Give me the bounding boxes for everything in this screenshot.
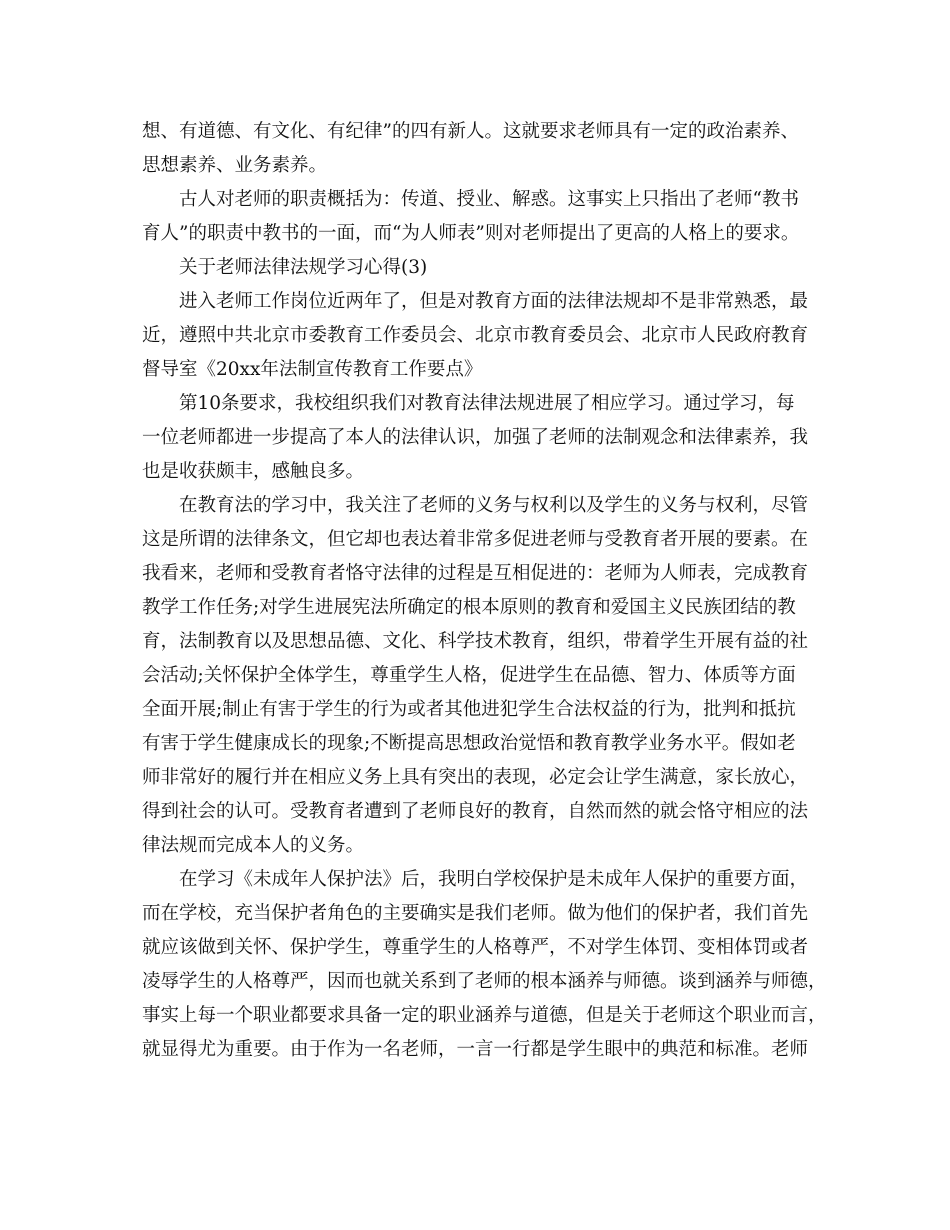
paragraph-first-line: 在教育法的学习中，我关注了老师的义务与权利以及学生的义务与权利，尽管	[179, 495, 809, 516]
text-line: 这是所谓的法律条文，但它却也表达着非常多促进老师与受教育者开展的要素。在	[142, 529, 809, 550]
paragraph-first-line: 关于老师法律法规学习心得(3)	[179, 257, 428, 278]
text-line: 育，法制教育以及思想品德、文化、科学技术教育，组织，带着学生开展有益的社	[142, 631, 809, 652]
text-line: 凌辱学生的人格尊严，因而也就关系到了老师的根本涵养与师德。谈到涵养与师德，	[142, 971, 827, 992]
text-line: 思想素养、业务素养。	[142, 155, 328, 176]
text-line: 有害于学生健康成长的现象;不断提高思想政治觉悟和教育教学业务水平。假如老	[142, 733, 796, 754]
text-line: 一位老师都进一步提高了本人的法律认识，加强了老师的法制观念和法律素养，我	[142, 427, 809, 448]
paragraph-first-line: 古人对老师的职责概括为：传道、授业、解惑。这事实上只指出了老师“教书	[179, 189, 799, 210]
paragraph-first-line: 进入老师工作岗位近两年了，但是对教育方面的法律法规却不是非常熟悉，最	[179, 291, 809, 312]
text-line: 育人”的职责中教书的一面，而“为人师表”则对老师提出了更高的人格上的要求。	[142, 223, 800, 244]
text-line: 就显得尤为重要。由于作为一名老师，一言一行都是学生眼中的典范和标准。老师	[142, 1039, 809, 1060]
text-line: 而在学校，充当保护者角色的主要确实是我们老师。做为他们的保护者，我们首先	[142, 903, 809, 924]
text-line: 会活动;关怀保护全体学生，尊重学生人格，促进学生在品德、智力、体质等方面	[142, 665, 796, 686]
text-line: 得到社会的认可。受教育者遭到了老师良好的教育，自然而然的就会恪守相应的法	[142, 801, 809, 822]
text-line: 律法规而完成本人的义务。	[142, 835, 365, 856]
text-line: 督导室《20xx年法制宣传教育工作要点》	[142, 359, 483, 380]
text-line: 近，遵照中共北京市委教育工作委员会、北京市教育委员会、北京市人民政府教育	[142, 325, 809, 346]
text-line: 全面开展;制止有害于学生的行为或者其他进犯学生合法权益的行为，批判和抵抗	[142, 699, 796, 720]
text-line: 教学工作任务;对学生进展宪法所确定的根本原则的教育和爱国主义民族团结的教	[142, 597, 796, 618]
text-line: 我看来，老师和受教育者恪守法律的过程是互相促进的：老师为人师表，完成教育	[142, 563, 809, 584]
text-line: 事实上每一个职业都要求具备一定的职业涵养与道德，但是关于老师这个职业而言，	[142, 1005, 827, 1026]
text-line: 就应该做到关怀、保护学生，尊重学生的人格尊严，不对学生体罚、变相体罚或者	[142, 937, 809, 958]
text-line: 师非常好的履行并在相应义务上具有突出的表现，必定会让学生满意，家长放心，	[142, 767, 809, 788]
text-line: 也是收获颇丰，感触良多。	[142, 461, 365, 482]
paragraph-first-line: 在学习《未成年人保护法》后，我明白学校保护是未成年人保护的重要方面，	[179, 869, 809, 890]
document-body	[142, 115, 827, 1067]
paragraph-first-line: 第10条要求，我校组织我们对教育法律法规进展了相应学习。通过学习，每	[179, 393, 795, 414]
text-line: 想、有道德、有文化、有纪律”的四有新人。这就要求老师具有一定的政治素养、	[142, 121, 799, 142]
